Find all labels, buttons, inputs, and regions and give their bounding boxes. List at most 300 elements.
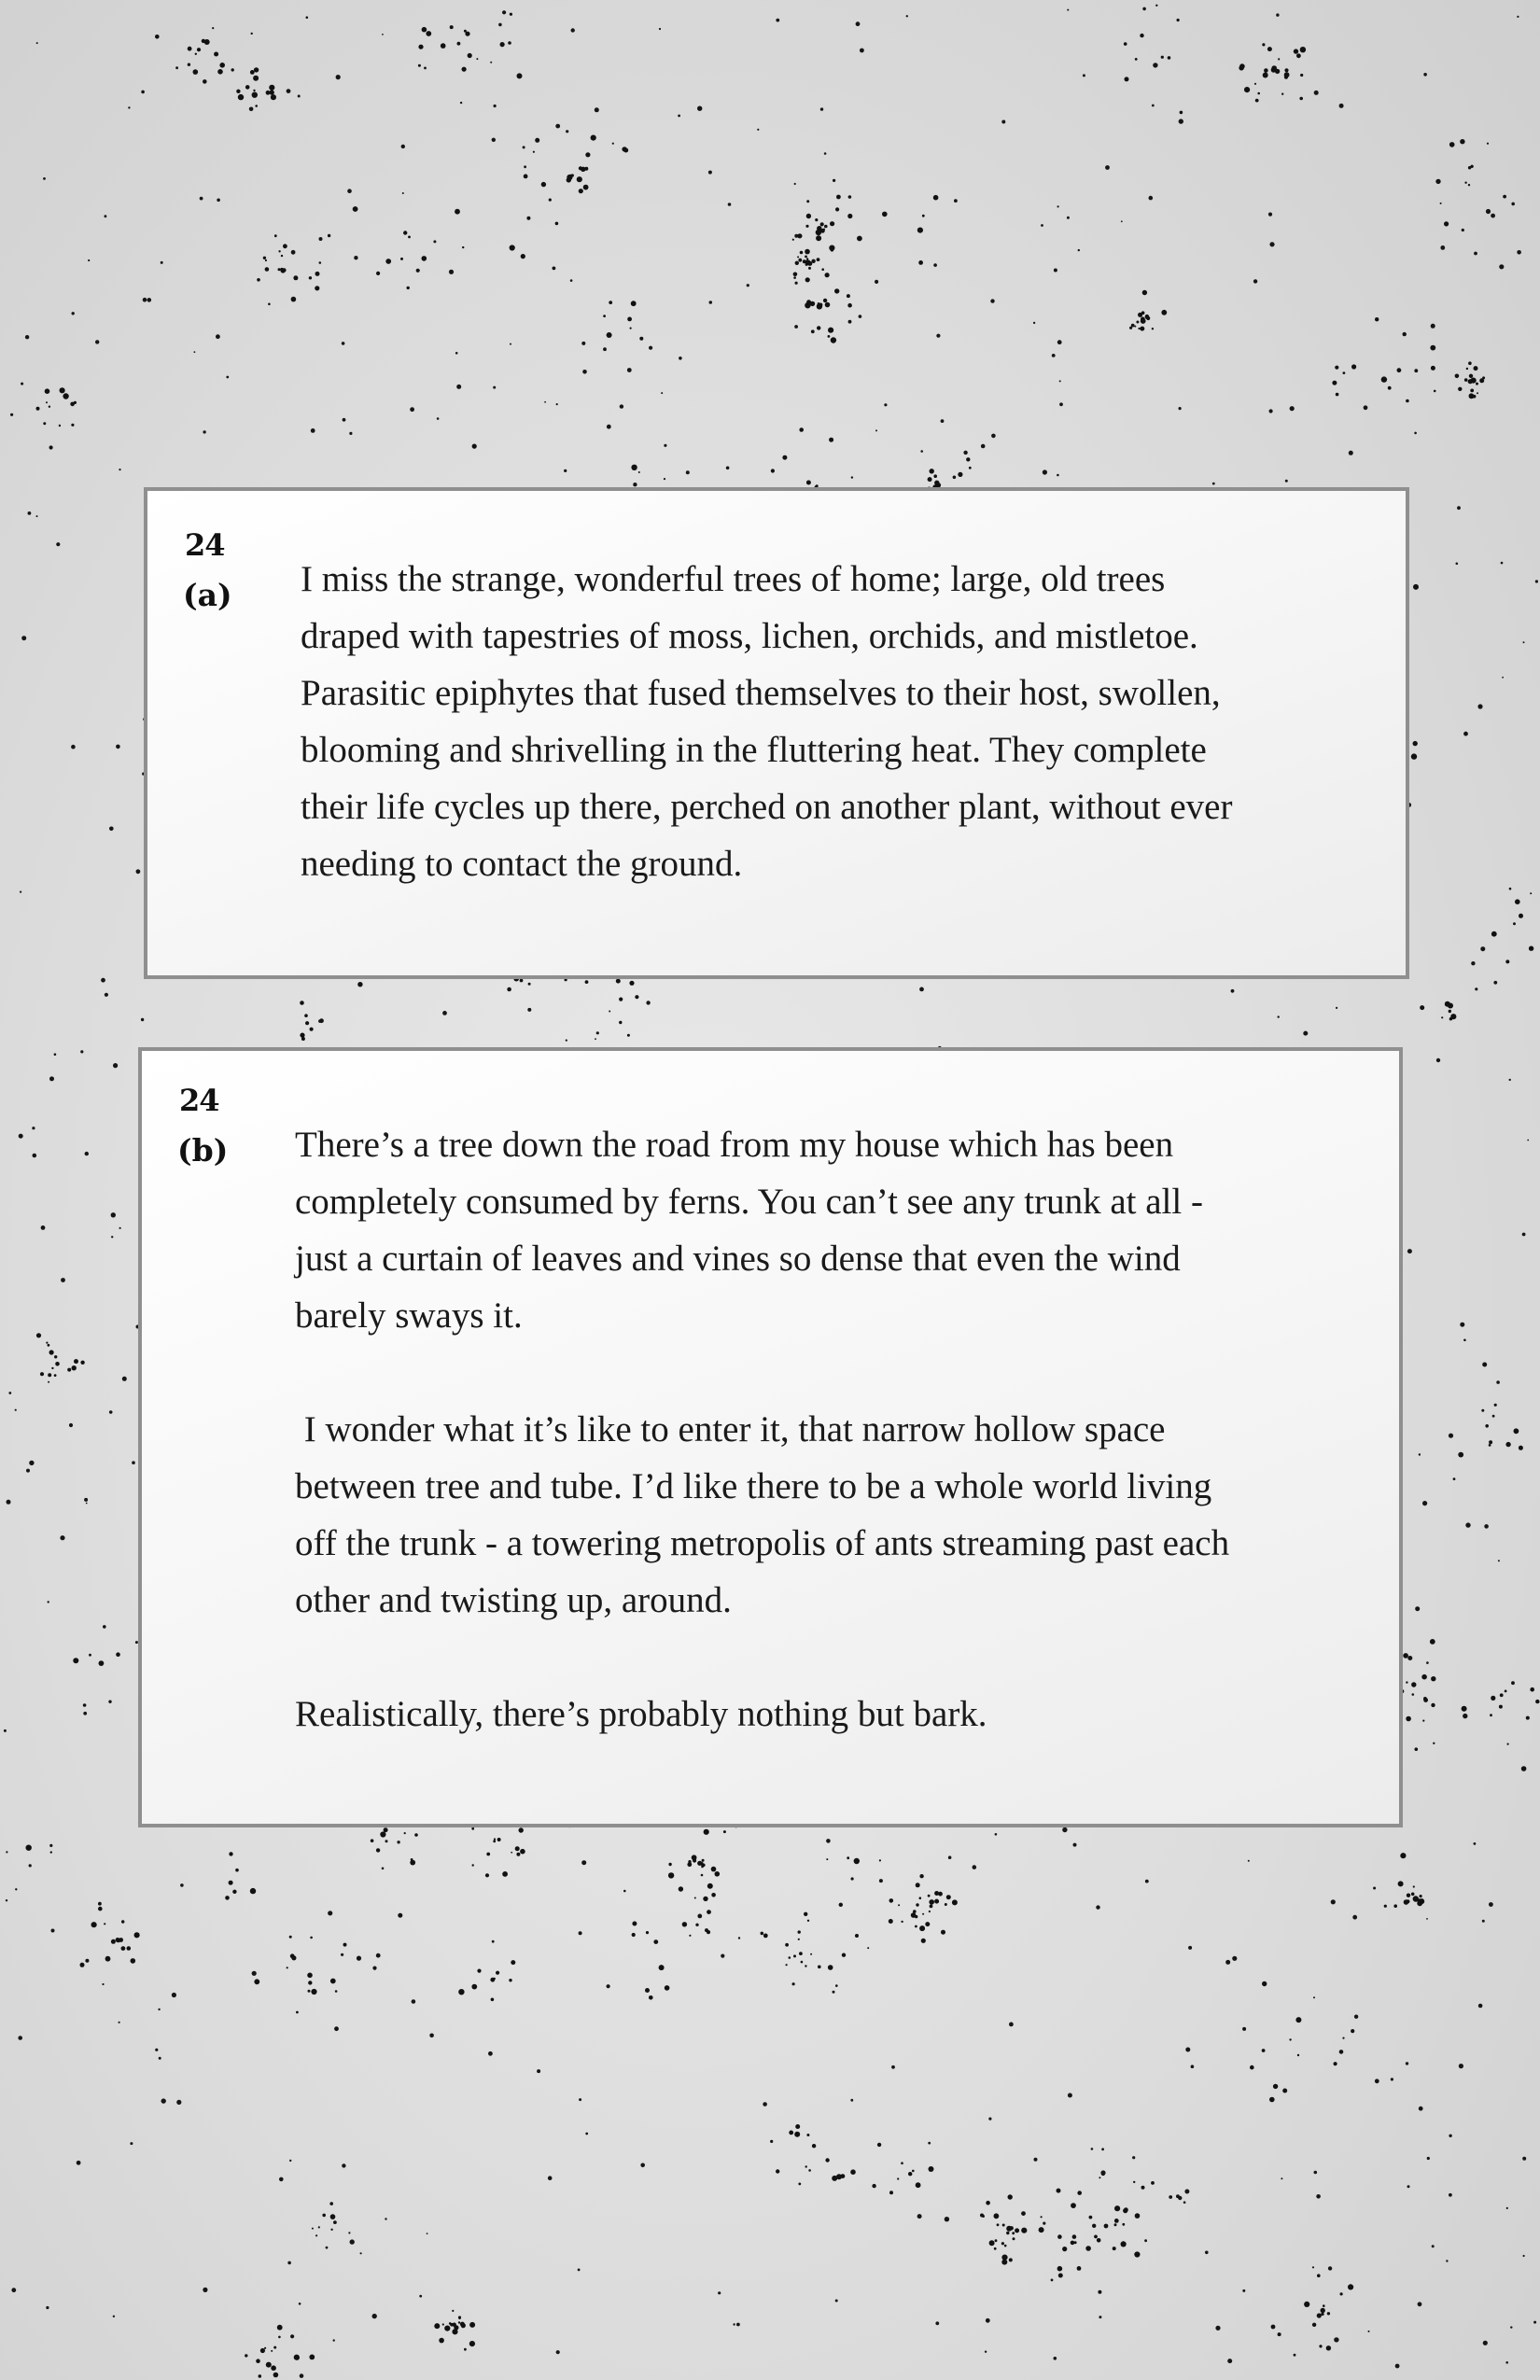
speckle-dot	[1057, 340, 1062, 344]
speckle-dot	[70, 402, 75, 407]
speckle-dot	[49, 1844, 52, 1847]
speckle-dot	[556, 403, 558, 405]
speckle-dot	[1089, 2216, 1093, 2219]
entry-number: 24	[179, 1083, 219, 1118]
speckle-dot	[795, 282, 798, 285]
speckle-dot	[1492, 1415, 1495, 1418]
speckle-dot	[419, 2295, 422, 2298]
speckle-dot	[299, 2303, 301, 2305]
speckle-dot	[1321, 2308, 1325, 2313]
speckle-dot	[265, 259, 267, 261]
speckle-dot	[805, 249, 810, 255]
speckle-dot	[917, 2214, 922, 2219]
speckle-dot	[462, 246, 464, 248]
speckle-dot	[1140, 34, 1143, 37]
speckle-dot	[1339, 104, 1344, 108]
speckle-dot	[1281, 93, 1283, 95]
speckle-dot	[1327, 2312, 1330, 2315]
speckle-dot	[502, 10, 506, 14]
speckle-dot	[570, 279, 573, 282]
speckle-dot	[1057, 2189, 1061, 2193]
speckle-dot	[84, 1498, 88, 1502]
speckle-dot	[928, 1895, 931, 1897]
speckle-dot	[281, 255, 283, 257]
speckle-dot	[686, 470, 690, 474]
speckle-dot	[254, 67, 259, 72]
speckle-dot	[273, 2346, 276, 2349]
speckle-dot	[382, 34, 384, 35]
speckle-dot	[414, 1833, 418, 1837]
speckle-dot	[1125, 77, 1129, 81]
speckle-dot	[197, 48, 201, 51]
speckle-dot	[416, 269, 420, 273]
speckle-dot	[1349, 451, 1353, 455]
speckle-dot	[807, 1920, 809, 1922]
speckle-dot	[371, 1839, 374, 1842]
speckle-dot	[1430, 345, 1435, 351]
speckle-dot	[640, 2163, 645, 2168]
speckle-dot	[1465, 1522, 1470, 1527]
speckle-dot	[175, 66, 178, 69]
speckle-dot	[922, 215, 925, 217]
speckle-dot	[526, 217, 530, 220]
speckle-dot	[1449, 1010, 1451, 1013]
speckle-dot	[694, 1897, 696, 1899]
speckle-dot	[1427, 2157, 1430, 2160]
speckle-dot	[1271, 65, 1277, 71]
speckle-dot	[908, 2172, 912, 2176]
speckle-dot	[1303, 1031, 1308, 1036]
speckle-dot	[806, 2134, 809, 2136]
speckle-dot	[812, 2144, 816, 2148]
speckle-dot	[704, 1829, 709, 1835]
speckle-dot	[897, 2177, 899, 2179]
speckle-dot	[1522, 1233, 1526, 1237]
speckle-dot	[4, 1729, 7, 1732]
speckle-dot	[701, 1866, 704, 1869]
speckle-dot	[1483, 2341, 1488, 2345]
speckle-dot	[1263, 73, 1268, 78]
speckle-dot	[1312, 2323, 1316, 2327]
speckle-dot	[1519, 1446, 1523, 1450]
speckle-dot	[1423, 73, 1427, 77]
speckle-dot	[1078, 249, 1080, 251]
speckle-dot	[376, 1848, 380, 1852]
speckle-dot	[1490, 1714, 1492, 1716]
speckle-dot	[212, 27, 214, 29]
speckle-dot	[1414, 432, 1417, 435]
speckle-dot	[476, 58, 478, 60]
speckle-dot	[1178, 2196, 1182, 2200]
speckle-dot	[1493, 981, 1497, 985]
speckle-dot	[794, 234, 798, 238]
speckle-dot	[1185, 2048, 1190, 2052]
speckle-dot	[1406, 1716, 1411, 1722]
speckle-dot	[130, 2142, 133, 2145]
speckle-dot	[659, 28, 661, 30]
speckle-dot	[707, 1910, 711, 1914]
speckle-dot	[1239, 65, 1243, 70]
speckle-dot	[350, 2239, 355, 2244]
speckle-dot	[747, 284, 749, 287]
speckle-dot	[131, 1958, 136, 1964]
speckle-dot	[711, 1893, 716, 1897]
speckle-dot	[401, 145, 405, 148]
speckle-dot	[203, 430, 205, 433]
speckle-dot	[342, 2163, 345, 2167]
speckle-dot	[659, 1965, 665, 1970]
speckle-dot	[794, 2132, 800, 2137]
speckle-dot	[1012, 2232, 1015, 2234]
speckle-dot	[867, 1947, 869, 1949]
speckle-dot	[854, 1858, 860, 1864]
speckle-dot	[1289, 2038, 1291, 2040]
speckle-dot	[1415, 1747, 1419, 1751]
speckle-dot	[1100, 2170, 1105, 2175]
speckle-dot	[1212, 483, 1215, 485]
speckle-dot	[509, 1979, 511, 1981]
speckle-dot	[818, 1966, 821, 1969]
speckle-dot	[109, 827, 114, 832]
speckle-dot	[1304, 2302, 1309, 2307]
speckle-dot	[49, 406, 50, 408]
speckle-dot	[922, 1913, 924, 1915]
speckle-dot	[429, 2034, 434, 2038]
speckle-dot	[952, 1899, 958, 1905]
speckle-dot	[341, 1953, 343, 1956]
speckle-dot	[300, 2373, 304, 2378]
speckle-dot	[469, 2341, 475, 2346]
speckle-dot	[916, 1883, 920, 1887]
speckle-dot	[36, 1333, 41, 1337]
speckle-dot	[941, 419, 945, 423]
speckle-dot	[1469, 374, 1473, 378]
speckle-dot	[1463, 1714, 1467, 1718]
speckle-dot	[933, 195, 939, 201]
speckle-dot	[627, 368, 632, 372]
speckle-dot	[1101, 2148, 1104, 2150]
speckle-dot	[1009, 2258, 1013, 2261]
speckle-dot	[312, 2228, 314, 2230]
speckle-dot	[595, 107, 599, 112]
speckle-dot	[372, 2314, 377, 2318]
speckle-dot	[109, 1410, 113, 1414]
speckle-dot	[1009, 2023, 1014, 2027]
speckle-dot	[1131, 324, 1135, 328]
speckle-dot	[805, 1965, 806, 1967]
speckle-dot	[319, 237, 323, 241]
speckle-dot	[1479, 378, 1484, 383]
speckle-dot	[51, 1367, 53, 1369]
speckle-dot	[469, 2322, 475, 2328]
speckle-dot	[328, 234, 330, 237]
speckle-dot	[11, 2288, 16, 2292]
speckle-dot	[936, 334, 940, 338]
speckle-dot	[695, 1924, 698, 1926]
speckle-dot	[384, 1827, 388, 1832]
speckle-dot	[912, 2170, 915, 2173]
speckle-dot	[250, 70, 255, 75]
speckle-dot	[1059, 402, 1063, 406]
speckle-dot	[116, 1938, 120, 1942]
speckle-dot	[1114, 2205, 1120, 2211]
speckle-dot	[848, 195, 852, 199]
speckle-dot	[104, 1923, 105, 1925]
speckle-dot	[101, 978, 105, 983]
speckle-dot	[629, 981, 634, 986]
speckle-dot	[1523, 2255, 1525, 2257]
speckle-dot	[1464, 378, 1468, 382]
speckle-dot	[422, 256, 427, 261]
speckle-dot	[616, 979, 621, 984]
speckle-dot	[982, 2215, 985, 2218]
speckle-dot	[1375, 317, 1379, 321]
speckle-dot	[1506, 2207, 1508, 2209]
speckle-dot	[1411, 1682, 1416, 1687]
speckle-dot	[1505, 959, 1509, 963]
speckle-dot	[1215, 2326, 1220, 2331]
speckle-dot	[1278, 2332, 1281, 2336]
speckle-dot	[1262, 2049, 1266, 2052]
speckle-dot	[1282, 2089, 1287, 2093]
speckle-dot	[464, 2348, 467, 2351]
speckle-dot	[1043, 2222, 1045, 2225]
text-line: off the trunk - a towering metropolis of ants streaming past each	[295, 1523, 1230, 1563]
speckle-dot	[1507, 1743, 1509, 1745]
speckle-dot	[806, 214, 811, 218]
speckle-dot	[226, 376, 229, 379]
speckle-dot	[507, 987, 511, 992]
speckle-dot	[134, 1932, 140, 1938]
speckle-dot	[1480, 946, 1485, 951]
speckle-dot	[1462, 1706, 1467, 1712]
speckle-dot	[1001, 2260, 1007, 2265]
speckle-dot	[105, 1956, 111, 1962]
speckle-dot	[817, 226, 821, 231]
speckle-dot	[1449, 142, 1455, 147]
speckle-dot	[1403, 332, 1407, 336]
speckle-dot	[259, 2374, 262, 2378]
speckle-dot	[61, 1278, 65, 1282]
speckle-dot	[348, 2232, 350, 2233]
speckle-dot	[928, 2142, 931, 2145]
speckle-dot	[492, 1940, 495, 1943]
speckle-dot	[245, 85, 250, 90]
speckle-dot	[1332, 381, 1337, 385]
speckle-dot	[803, 259, 806, 263]
speckle-dot	[786, 1964, 788, 1966]
speckle-dot	[1414, 1897, 1418, 1901]
speckle-dot	[490, 62, 492, 63]
speckle-dot	[1413, 1885, 1415, 1887]
speckle-dot	[1517, 250, 1521, 255]
speckle-dot	[105, 215, 107, 217]
speckle-dot	[1463, 1339, 1466, 1342]
speckle-dot	[1135, 58, 1138, 61]
speckle-dot	[915, 1925, 917, 1928]
speckle-dot	[412, 1999, 416, 2004]
speckle-dot	[254, 1979, 259, 1984]
speckle-dot	[1314, 2171, 1318, 2175]
speckle-dot	[229, 1852, 232, 1855]
speckle-dot	[1257, 92, 1260, 95]
speckle-dot	[1313, 1996, 1315, 1998]
speckle-dot	[1094, 2235, 1098, 2239]
speckle-dot	[309, 2355, 315, 2360]
speckle-dot	[1411, 1893, 1415, 1897]
paragraph-gap	[295, 1629, 1229, 1686]
speckle-dot	[441, 43, 446, 49]
speckle-dot	[200, 197, 203, 201]
speckle-dot	[418, 45, 423, 49]
speckle-dot	[1420, 1895, 1422, 1897]
speckle-dot	[1336, 393, 1339, 397]
speckle-dot	[1188, 1946, 1192, 1950]
speckle-dot	[806, 481, 811, 485]
speckle-dot	[935, 2321, 939, 2325]
speckle-dot	[83, 1712, 87, 1715]
speckle-dot	[1255, 99, 1259, 103]
speckle-dot	[427, 2233, 428, 2234]
speckle-dot	[1299, 97, 1303, 101]
speckle-dot	[318, 2226, 320, 2228]
speckle-dot	[336, 75, 341, 79]
speckle-dot	[300, 1001, 304, 1005]
speckle-dot	[1323, 2304, 1325, 2307]
speckle-dot	[343, 418, 346, 422]
speckle-dot	[850, 2169, 856, 2175]
speckle-dot	[1514, 1428, 1519, 1434]
speckle-dot	[48, 1344, 50, 1347]
speckle-dot	[515, 1846, 520, 1851]
speckle-dot	[1431, 1703, 1435, 1707]
speckle-dot	[1420, 1005, 1424, 1010]
speckle-dot	[1445, 1001, 1450, 1007]
speckle-dot	[807, 261, 812, 266]
speckle-dot	[1471, 396, 1474, 399]
speckle-dot	[491, 1998, 495, 2002]
speckle-dot	[817, 258, 820, 261]
speckle-dot	[1468, 379, 1473, 384]
speckle-dot	[877, 2143, 881, 2147]
speckle-dot	[678, 115, 680, 118]
speckle-dot	[1471, 961, 1475, 965]
speckle-dot	[800, 251, 804, 255]
speckle-dot	[635, 995, 638, 999]
speckle-dot	[85, 1959, 89, 1963]
speckle-dot	[1227, 2359, 1232, 2363]
speckle-dot	[41, 1225, 46, 1230]
speckle-dot	[18, 2036, 22, 2040]
speckle-dot	[1146, 316, 1150, 320]
speckle-dot	[825, 302, 831, 308]
speckle-dot	[1097, 2238, 1101, 2243]
speckle-dot	[728, 203, 732, 206]
speckle-dot	[282, 268, 286, 272]
speckle-dot	[305, 1021, 309, 1025]
speckle-dot	[649, 346, 652, 350]
speckle-dot	[793, 273, 798, 277]
speckle-dot	[141, 91, 145, 94]
speckle-dot	[958, 472, 962, 477]
speckle-dot	[986, 2318, 990, 2323]
speckle-dot	[541, 182, 546, 187]
speckle-dot	[1496, 1380, 1500, 1384]
speckle-dot	[1077, 2266, 1082, 2271]
speckle-dot	[502, 1871, 508, 1877]
speckle-dot	[776, 2169, 779, 2173]
speckle-dot	[815, 218, 818, 221]
speckle-dot	[627, 1034, 630, 1037]
speckle-dot	[1267, 47, 1272, 51]
speckle-dot	[721, 1954, 724, 1958]
speckle-dot	[1058, 2274, 1063, 2278]
speckle-dot	[1466, 368, 1468, 370]
speckle-dot	[437, 417, 440, 420]
speckle-dot	[349, 432, 352, 435]
speckle-dot	[455, 209, 460, 215]
speckle-dot	[1503, 195, 1506, 199]
speckle-dot	[88, 259, 90, 261]
speckle-dot	[1334, 2062, 1337, 2065]
speckle-dot	[1253, 279, 1257, 283]
text-line: blooming and shrivelling in the fluttering heat. They complete	[301, 730, 1207, 770]
speckle-dot	[510, 343, 511, 345]
speckle-dot	[460, 2322, 465, 2327]
speckle-dot	[1052, 354, 1056, 357]
speckle-dot	[1138, 328, 1140, 329]
speckle-dot	[1373, 1887, 1376, 1890]
speckle-dot	[402, 192, 404, 194]
speckle-dot	[29, 1461, 34, 1465]
speckle-dot	[566, 130, 568, 133]
speckle-dot	[21, 383, 23, 385]
speckle-dot	[1351, 2029, 1354, 2033]
speckle-dot	[1449, 2193, 1452, 2197]
speckle-dot	[817, 326, 820, 329]
speckle-dot	[289, 1936, 292, 1939]
speckle-dot	[1519, 914, 1523, 918]
speckle-dot	[595, 1038, 596, 1040]
speckle-dot	[1057, 474, 1059, 477]
speckle-dot	[1262, 1981, 1267, 1986]
speckle-dot	[486, 1853, 490, 1856]
speckle-dot	[945, 1903, 947, 1906]
speckle-dot	[916, 2182, 921, 2188]
speckle-dot	[49, 1350, 54, 1354]
speckle-dot	[45, 388, 50, 394]
speckle-dot	[403, 231, 407, 234]
speckle-dot	[1489, 1902, 1493, 1907]
speckle-dot	[69, 1423, 73, 1427]
speckle-dot	[579, 1931, 582, 1935]
speckle-dot	[859, 315, 862, 318]
speckle-dot	[1406, 1681, 1407, 1683]
speckle-dot	[452, 2310, 454, 2312]
speckle-dot	[121, 1946, 126, 1951]
speckle-dot	[1057, 2266, 1063, 2272]
speckle-dot	[354, 256, 357, 259]
speckle-dot	[1499, 264, 1504, 269]
speckle-dot	[238, 94, 244, 100]
speckle-dot	[33, 1154, 37, 1158]
speckle-dot	[490, 1978, 495, 1982]
speckle-dot	[287, 89, 291, 93]
speckle-dot	[1482, 1363, 1487, 1367]
speckle-dot	[161, 261, 163, 264]
speckle-dot	[449, 270, 454, 274]
speckle-dot	[889, 1919, 893, 1924]
